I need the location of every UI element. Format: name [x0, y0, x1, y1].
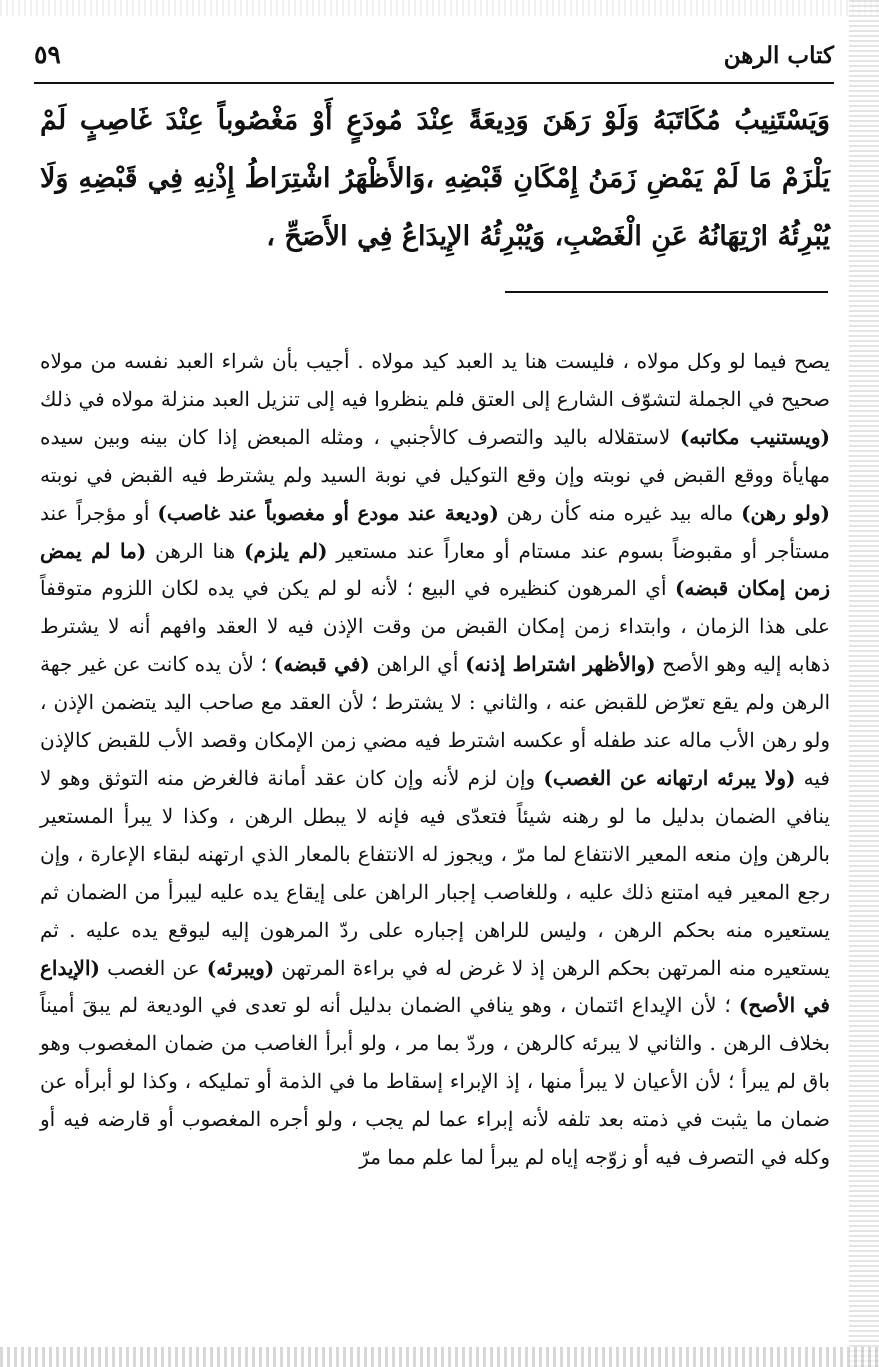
- commentary-run: يصح فيما لو وكل مولاه ، فليست هنا يد العبد كيد مولاه . أجيب بأن شراء العبد نفسه من مولاه صحيح في الجملة لتشوّف الشارع إلى العتق فلم ينظروا فيه إلى تنزيل العبد منزلة مولاه في ذلك: [40, 349, 830, 411]
- chapter-title: كتاب الرهن: [723, 42, 834, 69]
- commentary-run: عن الغصب: [99, 955, 207, 980]
- quoted-matn: (في قبضه): [273, 652, 370, 677]
- matn-text: وَيَسْتَنِيبُ مُكَاتَبَهُ وَلَوْ رَهَنَ وَدِيعَةً عِنْدَ مُودَعٍ أَوْ مَغْصُوباً عِنْدَ غَاصِبٍ لَمْ يَلْزَمْ مَا لَمْ يَمْضِ زَمَنُ إِمْكَانِ قَبْضِهِ ،وَالأَظْهَرُ اشْتِرَاطُ إِذْنِهِ فِي قَبْضِهِ وَلَا يُبْرِئُهُ ارْتِهَانُهُ عَنِ الْغَصْبِ، وَيُبْرِئُهُ الإِيدَاعُ فِي الأَصَحِّ ،: [40, 105, 830, 252]
- commentary-run: وإن لزم لأنه وإن كان عقد أمانة فالغرض منه التوثق وهو لا ينافي الضمان بدليل ما لو رهنه شيئاً فتعدّى فيه فإنه لا يبطل الرهن ، وكذا لا يبرأ المستعير بالرهن وإن منعه المعير الانتفاع لما مرّ ، ويجوز له الانتفاع بالمعار الذي ارتهنه لبقاء الإعارة ، وإن رجع المعير فيه امتنع ذلك عليه ، وللغاصب إجبار الراهن على إيقاع يده عليه ليبرأ من الضمان ثم يستعيره منه بحكم الرهن ، وليس للراهن إجباره على ردّ المرهون إليه ليوقع يده عليه . ثم يستعيره منه المرتهن بحكم الرهن إذ لا غرض له في براءة المرتهن: [40, 765, 830, 980]
- commentary-run: ماله بيد غيره منه كأن رهن: [498, 500, 742, 525]
- page-border-top: [0, 0, 879, 16]
- quoted-matn: (ويبرئه): [206, 955, 275, 980]
- commentary-run: ؛ لأن الإيداع ائتمان ، وهو ينافي الضمان بدليل أنه لو تعدى في الوديعة لم يبقَ أميناً بخلاف الرهن . والثاني لا يبرئه كالرهن ، وردّ بما مر ، ولو أبرأ الغاصب من ضمان المغصوب وهو باق لم يبرأ ؛ لأن الأعيان لا يبرأ منها ، إذ الإبراء إسقاط ما في الذمة أو تمليكه ، وكذا لو أبرأه عن ضمان ما يثبت في ذمته بعد تلفه لأنه إبراء عما لم يجب ، ولو أجره المغصوب أو قارضه فيه أو وكله في التصرف فيه أو زوّجه إياه لم يبرأ لما علم مما مرّ: [40, 993, 830, 1170]
- page-border-bottom: [0, 1347, 879, 1367]
- commentary-text: [40, 343, 830, 1177]
- quoted-matn: (ما لم يمض زمن إمكان قبضه): [40, 538, 830, 601]
- commentary-run: أي المرهون كنظيره في البيع ؛ لأنه لو لم يكن في يده لكان اللزوم متوقفاً على هذا الزمان ، وابتداء زمن إمكان القبض من وقت الإذن فيه لا العقد وافهم أنه لا يشترط ذهابه إليه وهو الأصح: [40, 576, 831, 677]
- commentary-run: لاستقلاله باليد والتصرف كالأجنبي ، ومثله المبعض إذا كان بينه وبين سيده مهايأة ووقع القبض في نوبته وإن وقع التوكيل في نوبة السيد ولم يشترط فيه القبض في نوبته: [40, 424, 830, 487]
- commentary-run: أو مؤجراً عند مستأجر أو مقبوضاً بسوم عند مستام أو معاراً عند مستعير: [40, 500, 831, 563]
- quoted-matn: (ولو رهن): [741, 500, 831, 525]
- quoted-matn: (الإيداع في الأصح): [40, 955, 830, 1018]
- quoted-matn: (ويستنيب مكاتبه): [679, 424, 831, 449]
- page-number: ٥٩: [34, 40, 61, 69]
- commentary-run: ؛ لأن يده كانت عن غير جهة الرهن ولم يقع تعرّض للقبض عنه ، والثاني : لا يشترط ؛ لأن العقد مع صاحب اليد يتضمن الإذن ، ولو رهن الأب ماله عند طفله أو عكسه اشترط فيه مضي زمن الإمكان وقصد الأب للقبض كالإذن فيه: [40, 652, 830, 790]
- commentary-run: هنا الرهن: [146, 538, 245, 563]
- quoted-matn: (لم يلزم): [244, 538, 328, 563]
- page-header: [34, 38, 834, 84]
- quoted-matn: (ولا يبرئه ارتهانه عن الغصب): [543, 765, 796, 790]
- commentary-run: أي الراهن: [369, 652, 466, 677]
- page-border-ornament: [849, 0, 879, 1367]
- quoted-matn: (والأظهر اشتراط إذنه): [465, 652, 656, 677]
- footnote-divider: [505, 291, 828, 293]
- header-rule: [34, 82, 834, 84]
- quoted-matn: (وديعة عند مودع أو مغصوباً عند غاصب): [157, 500, 499, 525]
